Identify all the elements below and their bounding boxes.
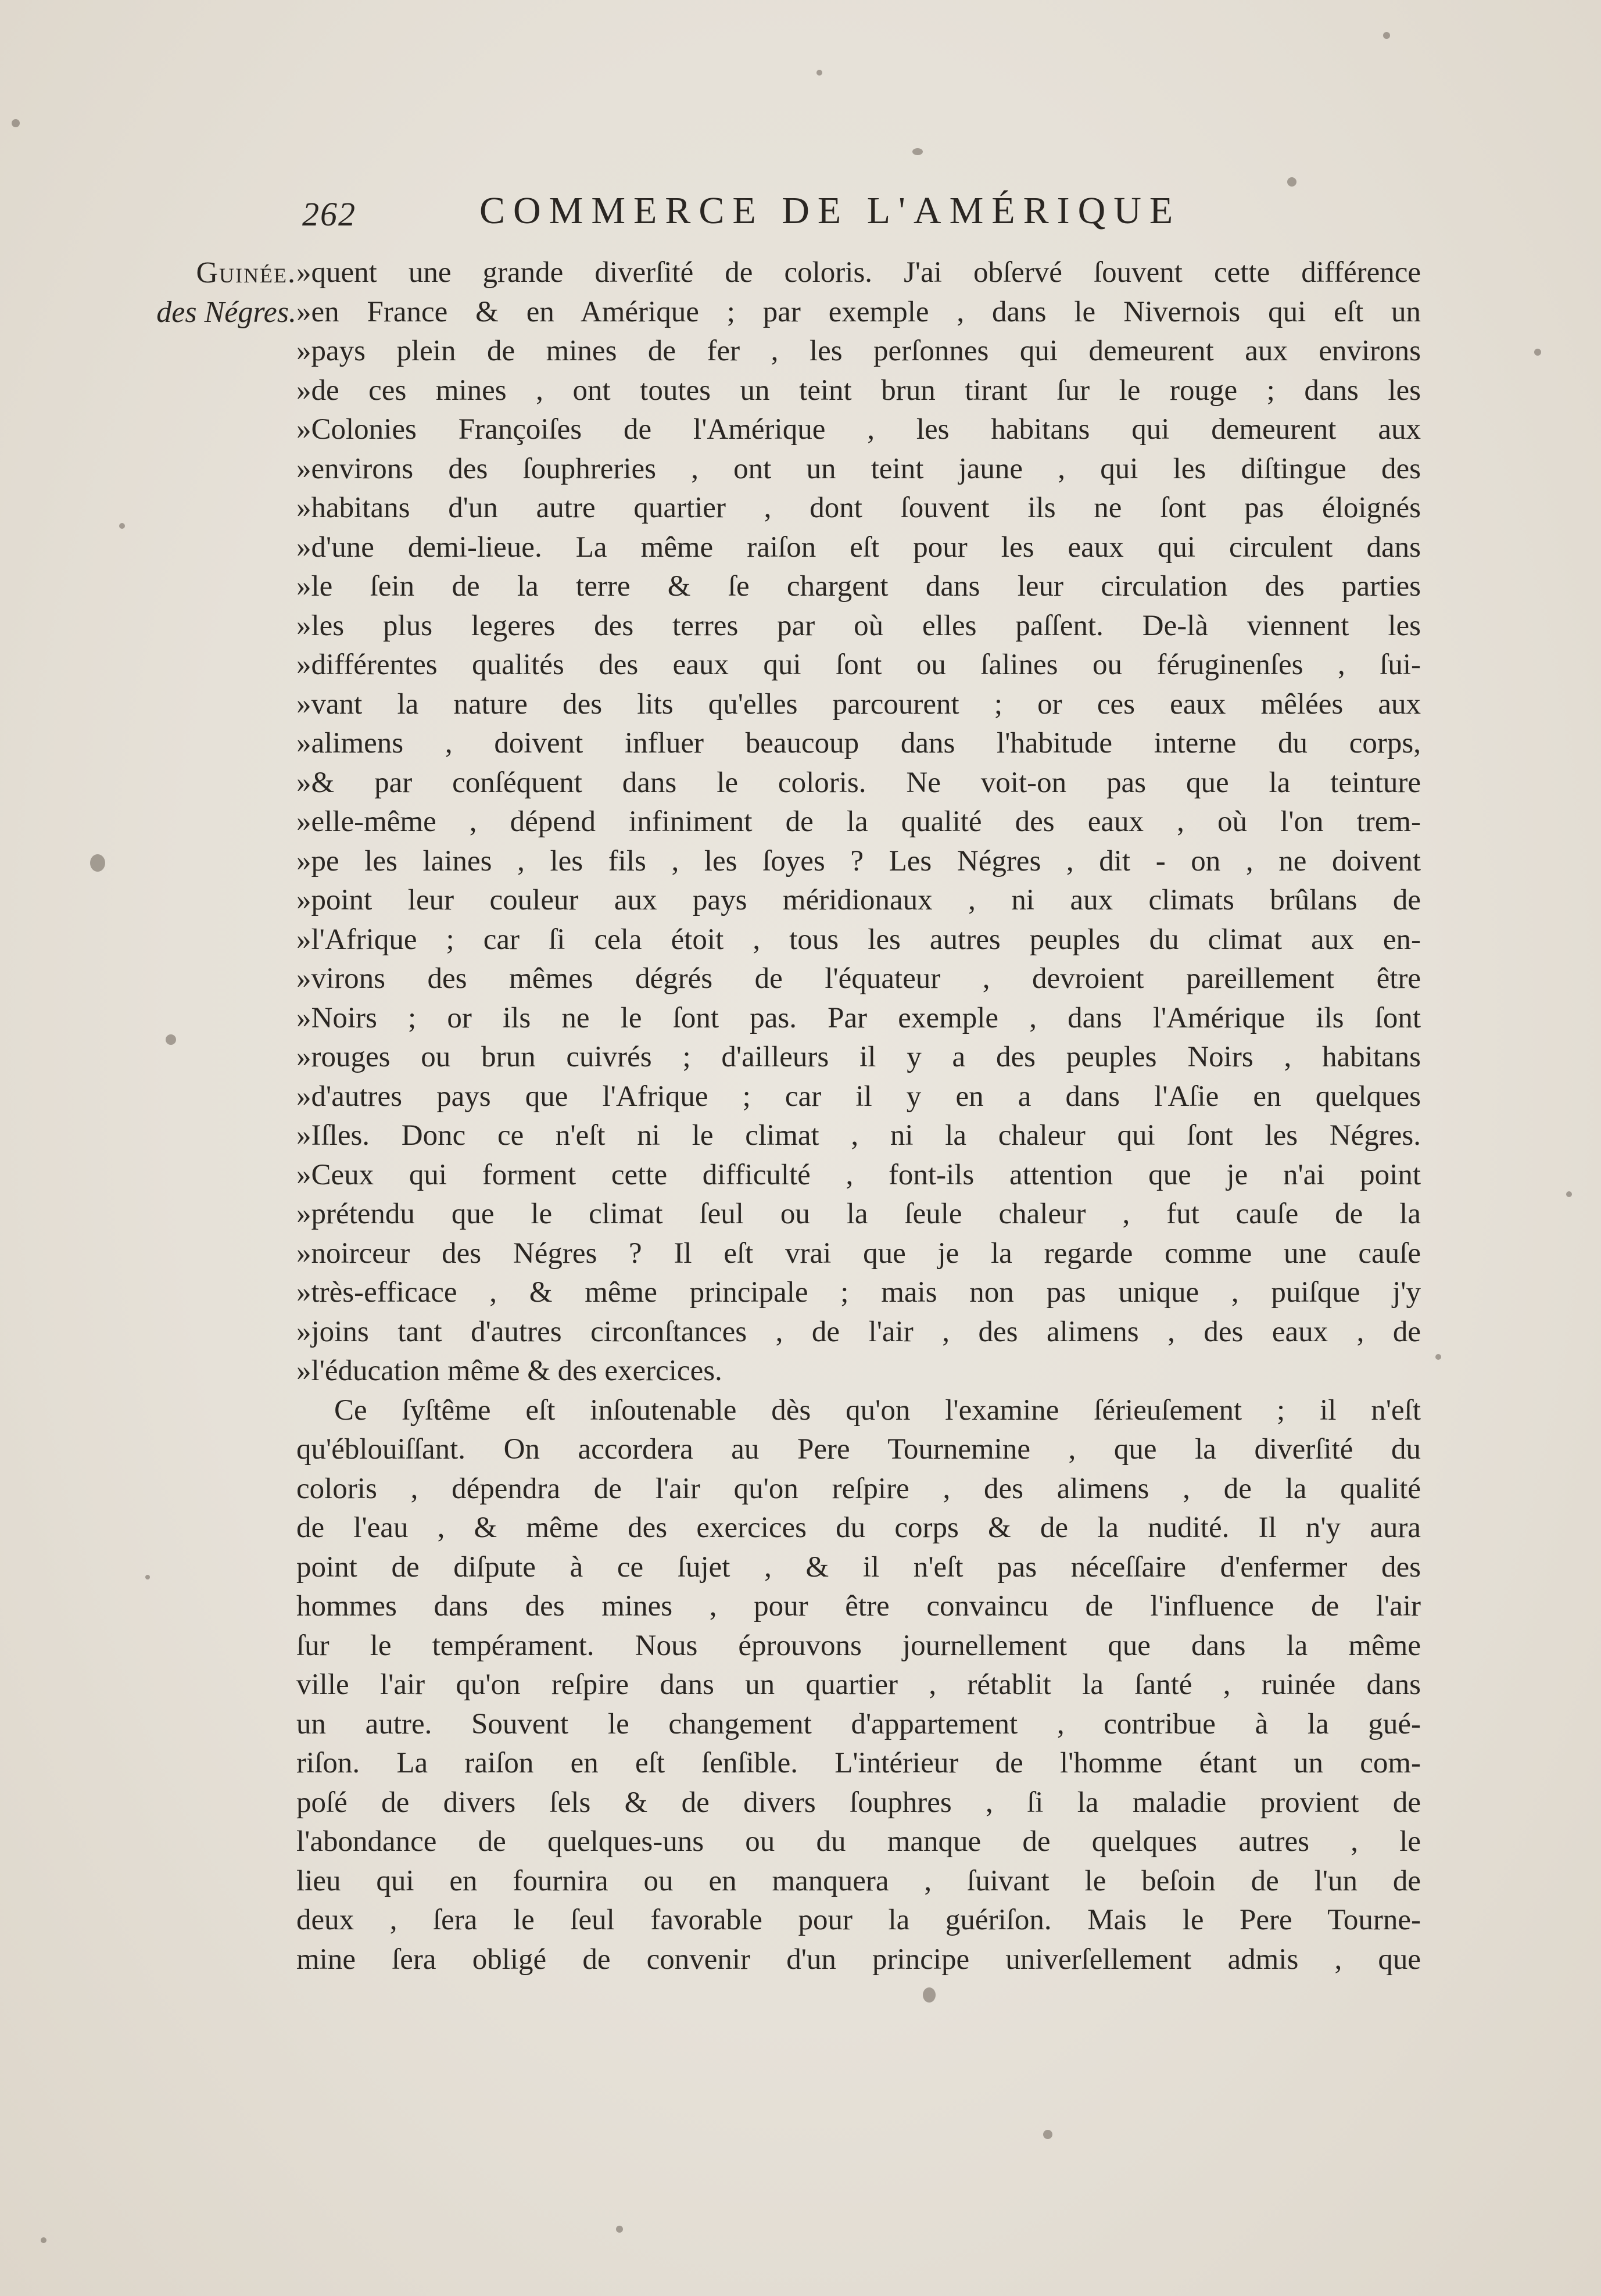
text-line: »Noirs ; or ils ne le ſont pas. Par exemple , dans l'Amérique ils ſont <box>296 1001 1421 1034</box>
page-speck <box>41 2237 46 2243</box>
margin-note-guinee: Guinée. <box>196 256 296 289</box>
text-line: ſur le tempérament. Nous éprouvons journellement que dans la même <box>296 1629 1421 1662</box>
text-line: »joins tant d'autres circonſtances , de l'air , des alimens , des eaux , de <box>296 1315 1421 1348</box>
quoted-passage <box>296 253 1421 1391</box>
text-line: »différentes qualités des eaux qui ſont ou ſalines ou féruginenſes , ſui- <box>296 649 1421 681</box>
text-line: »Ceux qui forment cette difficulté , font-ils attention que je n'ai point <box>296 1158 1421 1191</box>
text-line: Ce ſyſtême eſt inſoutenable dès qu'on l'examine ſérieuſement ; il n'eſt <box>334 1394 1421 1427</box>
text-line: »en France & en Amérique ; par exemple , dans le Nivernois qui eſt un <box>296 295 1421 328</box>
page-speck <box>1287 177 1296 187</box>
text-line: »très-efficace , & même principale ; mais non pas unique , puiſque j'y <box>296 1276 1421 1309</box>
text-line: »l'Afrique ; car ſi cela étoit , tous les autres peuples du climat aux en- <box>296 923 1421 956</box>
text-line: l'abondance de quelques-uns ou du manque de quelques autres , le <box>296 1825 1421 1858</box>
text-line: qu'éblouiſſant. On accordera au Pere Tournemine , que la diverſité du <box>296 1433 1421 1466</box>
text-line: hommes dans des mines , pour être convaincu de l'influence de l'air <box>296 1590 1421 1622</box>
page-speck <box>912 148 923 155</box>
text-line: »habitans d'un autre quartier , dont ſouvent ils ne ſont pas éloignés <box>296 492 1421 524</box>
text-line: ville l'air qu'on reſpire dans un quartier , rétablit la ſanté , ruinée dans <box>296 1668 1421 1701</box>
text-line: »pays plein de mines de fer , les perſonnes qui demeurent aux environs <box>296 335 1421 367</box>
text-line: »virons des mêmes dégrés de l'équateur , devroient pareillement être <box>296 962 1421 995</box>
page-speck <box>1566 1191 1572 1197</box>
text-line: »l'éducation même & des exercices. <box>296 1355 722 1387</box>
page-speck <box>1383 32 1390 39</box>
text-line: »elle-même , dépend infiniment de la qualité des eaux , où l'on trem- <box>296 805 1421 838</box>
text-line: »& par conſéquent dans le coloris. Ne voit-on pas que la teinture <box>296 766 1421 799</box>
text-line: coloris , dépendra de l'air qu'on reſpire , des alimens , de la qualité <box>296 1472 1421 1505</box>
page-speck <box>90 854 105 872</box>
commentary-paragraph <box>296 1391 1421 1980</box>
body-text <box>296 253 1421 1979</box>
text-line: »vant la nature des lits qu'elles parcourent ; or ces eaux mêlées aux <box>296 687 1421 721</box>
text-line: »environs des ſouphreries , ont un teint jaune , qui les diſtingue des <box>296 452 1421 485</box>
text-line: »alimens , doivent influer beaucoup dans l'habitude interne du corps, <box>296 727 1421 760</box>
page-speck <box>1534 349 1541 356</box>
text-line: un autre. Souvent le changement d'appartement , contribue à la gué- <box>296 1707 1421 1740</box>
text-line: »d'une demi-lieue. La même raiſon eſt pour les eaux qui circulent dans <box>296 531 1421 564</box>
page-speck <box>923 1987 936 2003</box>
page-speck <box>166 1034 176 1045</box>
page-speck <box>816 70 822 76</box>
text-line: poſé de divers ſels & de divers ſouphres , ſi la maladie provient de <box>296 1786 1421 1819</box>
page-speck <box>119 523 125 529</box>
page-speck <box>1435 1354 1441 1360</box>
text-line: »Iſles. Donc ce n'eſt ni le climat , ni la chaleur qui ſont les Négres. <box>296 1119 1421 1152</box>
text-line: »point leur couleur aux pays méridionaux , ni aux climats brûlans de <box>296 884 1421 916</box>
text-line: point de diſpute à ce ſujet , & il n'eſt pas néceſſaire d'enfermer des <box>296 1550 1421 1584</box>
text-line: »prétendu que le climat ſeul ou la ſeule chaleur , fut cauſe de la <box>296 1198 1421 1230</box>
running-head <box>302 189 1278 241</box>
text-line: riſon. La raiſon en eſt ſenſible. L'intérieur de l'homme étant un com- <box>296 1747 1421 1779</box>
page-speck <box>616 2226 623 2233</box>
page-speck <box>145 1575 150 1579</box>
text-line: »rouges ou brun cuivrés ; d'ailleurs il y a des peuples Noirs , habitans <box>296 1041 1421 1073</box>
page-number: 262 <box>302 195 356 233</box>
text-line: »le ſein de la terre & ſe chargent dans leur circulation des parties <box>296 570 1421 603</box>
margin-note-negres: des Négres. <box>156 296 296 329</box>
page-speck <box>12 119 20 127</box>
text-line: de l'eau , & même des exercices du corps & de la nudité. Il n'y aura <box>296 1511 1421 1544</box>
margin-note <box>122 253 296 332</box>
text-line: »quent une grande diverſité de coloris. J'ai obſervé ſouvent cette différence <box>296 256 1421 289</box>
text-line: lieu qui en fournira ou en manquera , ſuivant le beſoin de l'un de <box>296 1864 1421 1897</box>
text-line: »pe les laines , les fils , les ſoyes ? Les Négres , dit - on , ne doivent <box>296 844 1421 877</box>
page-speck <box>1043 2130 1052 2139</box>
text-line: »noirceur des Négres ? Il eſt vrai que je la regarde comme une cauſe <box>296 1237 1421 1270</box>
text-line: deux , ſera le ſeul favorable pour la guériſon. Mais le Pere Tourne- <box>296 1904 1421 1936</box>
page-title: COMMERCE DE L'AMÉRIQUE <box>479 189 1181 232</box>
text-line: mine ſera obligé de convenir d'un principe univerſellement admis , que <box>296 1943 1421 1976</box>
text-line: »d'autres pays que l'Afrique ; car il y en a dans l'Aſie en quelques <box>296 1080 1421 1113</box>
text-line: »Colonies Françoiſes de l'Amérique , les habitans qui demeurent aux <box>296 413 1421 446</box>
text-line: »de ces mines , ont toutes un teint brun tirant ſur le rouge ; dans les <box>296 374 1421 407</box>
text-line: »les plus legeres des terres par où elles paſſent. De-là viennent les <box>296 609 1421 642</box>
